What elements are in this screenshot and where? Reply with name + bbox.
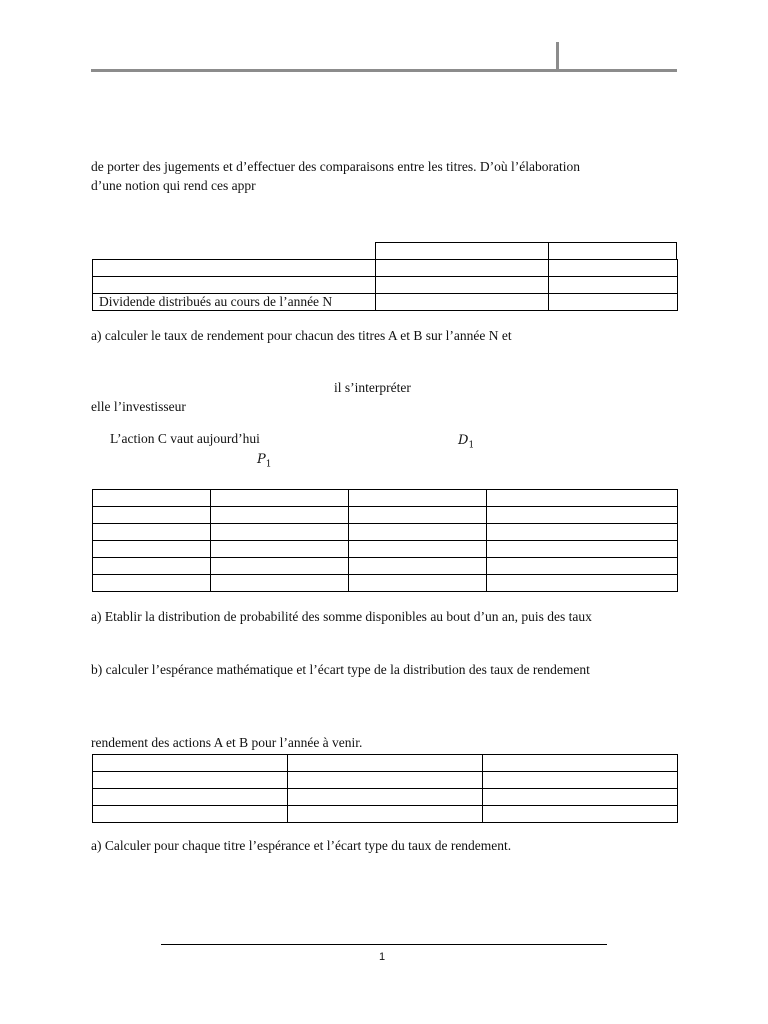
table-cell (211, 524, 349, 541)
question-3a: a) Calculer pour chaque titre l’espérance et l’écart type du taux de rendement. (91, 838, 512, 853)
paragraph-3: rendement des actions A et B pour l’année à venir. (91, 735, 363, 750)
table-cell (93, 524, 211, 541)
table-cell (288, 789, 483, 806)
table-cell (349, 490, 487, 507)
table-cell (376, 294, 549, 311)
page-number: 1 (379, 951, 386, 963)
table-cell (349, 558, 487, 575)
table-cell (93, 558, 211, 575)
fragment-interpret: il s’interpréter (334, 380, 411, 395)
table-cell (483, 789, 678, 806)
table-cell (487, 490, 678, 507)
table1 (92, 259, 678, 311)
table-cell (93, 260, 376, 277)
table-cell (93, 541, 211, 558)
table-cell (549, 277, 678, 294)
table-cell (93, 789, 288, 806)
table-cell (93, 490, 211, 507)
math-d1: $D_1$ (458, 433, 475, 451)
table-cell (549, 294, 678, 311)
header-rule (91, 69, 677, 72)
table-cell (483, 806, 678, 823)
table-cell (93, 507, 211, 524)
table-cell (211, 575, 349, 592)
paragraph-line-1: de porter des jugements et d’effectuer des comparaisons entre les titres. D’où l’élaboration (91, 159, 580, 174)
action-c-text: L’action C vaut aujourd’hui (110, 431, 260, 446)
math-p1: $P_1$ (257, 452, 272, 470)
table1-header-row (375, 242, 677, 260)
table-cell (349, 575, 487, 592)
table-cell (376, 260, 549, 277)
table-cell (288, 755, 483, 772)
table-cell (487, 558, 678, 575)
table2 (92, 489, 678, 592)
table-cell (487, 507, 678, 524)
table-cell (349, 524, 487, 541)
footer-rule (161, 944, 607, 945)
table-cell (211, 541, 349, 558)
table-cell (487, 524, 678, 541)
table1-dividend-label: Dividende distribués au cours de l’année N (93, 294, 376, 311)
fragment-investor: elle l’investisseur (91, 399, 186, 414)
question-2b: b) calculer l’espérance mathématique et l’écart type de la distribution des taux de rendement (91, 662, 590, 677)
table-cell (483, 755, 678, 772)
table-cell (483, 772, 678, 789)
table-cell (288, 772, 483, 789)
table-cell (288, 806, 483, 823)
header-tick (556, 42, 559, 70)
question-1a: a) calculer le taux de rendement pour chacun des titres A et B sur l’année N et (91, 328, 512, 343)
table-cell (93, 277, 376, 294)
table-cell (349, 507, 487, 524)
table-cell (93, 755, 288, 772)
table-cell (93, 772, 288, 789)
table-cell (211, 507, 349, 524)
table-cell (487, 541, 678, 558)
table-cell (487, 575, 678, 592)
table-cell (211, 490, 349, 507)
question-2a: a) Etablir la distribution de probabilité des somme disponibles au bout d’un an, puis des taux (91, 609, 592, 624)
table3 (92, 754, 678, 823)
table-cell (93, 575, 211, 592)
table-cell (93, 806, 288, 823)
table-cell (376, 277, 549, 294)
table-cell (349, 541, 487, 558)
paragraph-line-2: d’une notion qui rend ces appr (91, 178, 256, 193)
table-cell (211, 558, 349, 575)
table-cell (549, 260, 678, 277)
